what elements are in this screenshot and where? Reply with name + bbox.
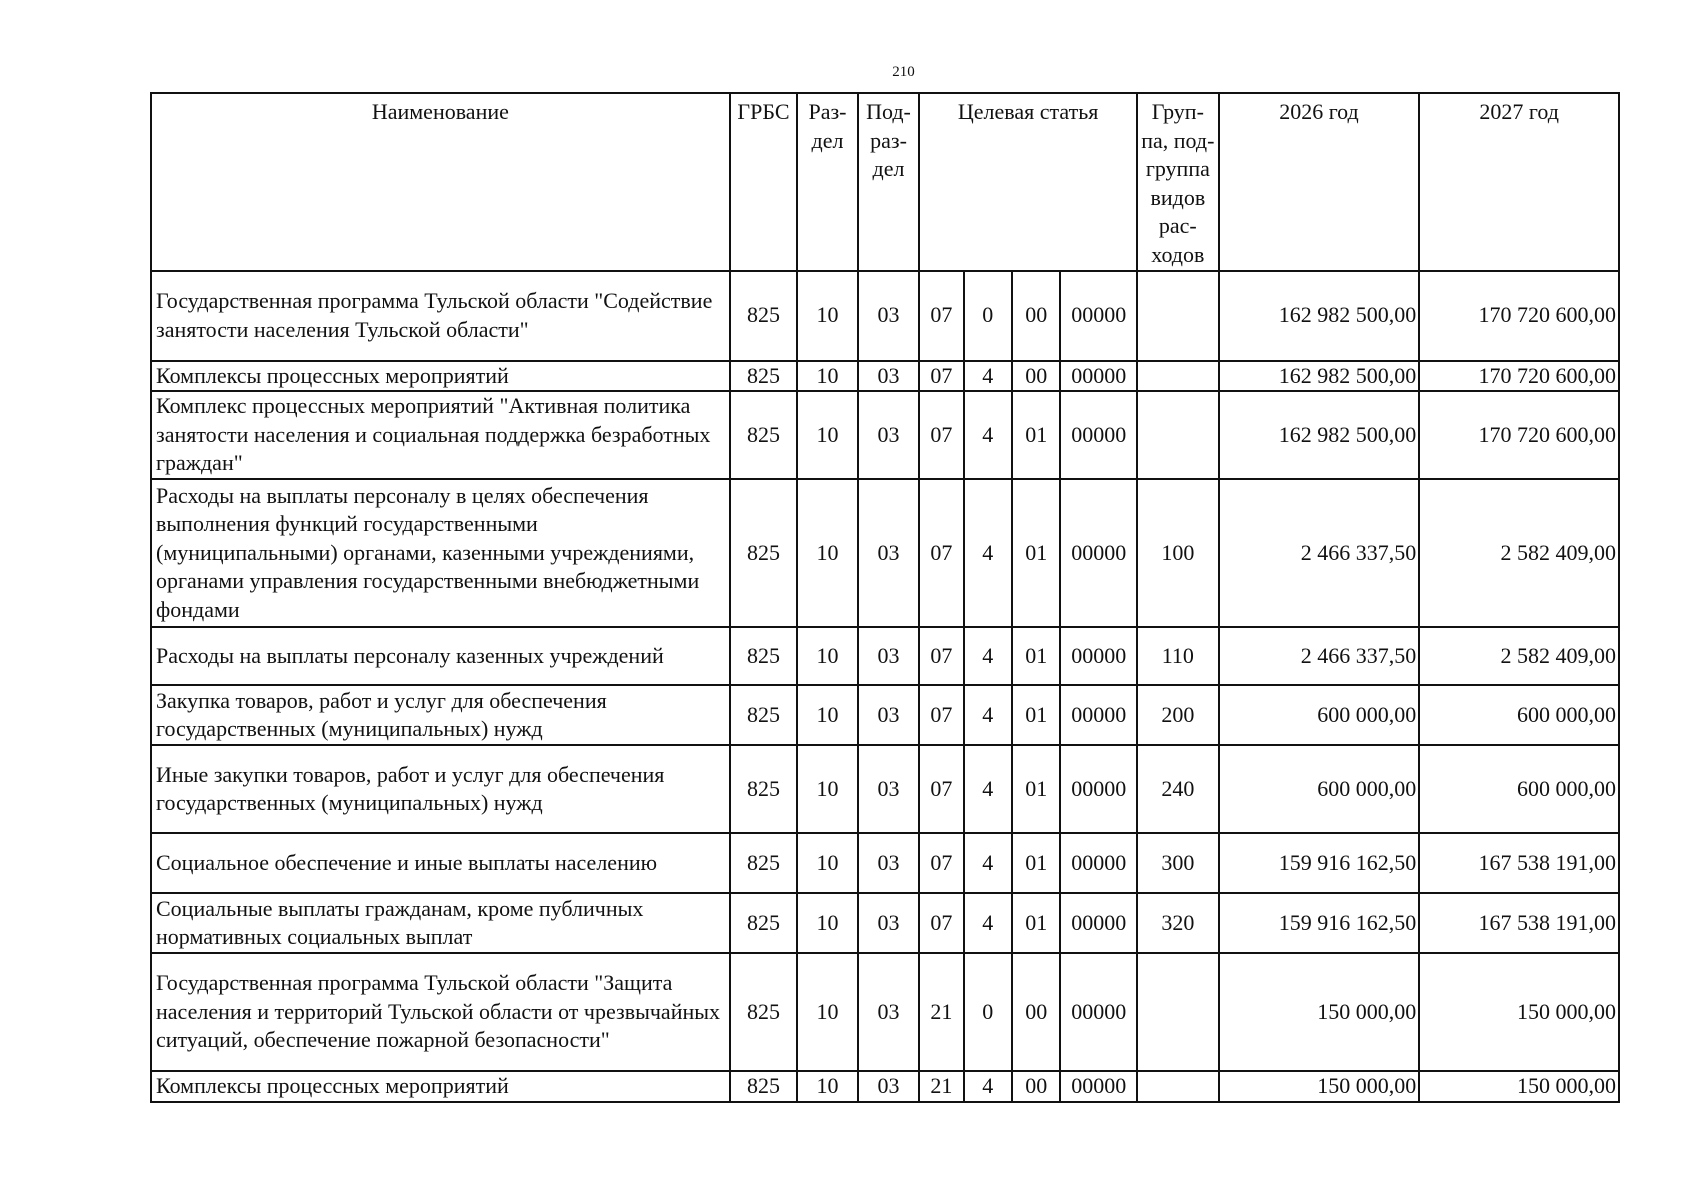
row-target-code: 00000	[1060, 1071, 1137, 1102]
row-target-type: 4	[964, 361, 1012, 392]
row-target-sub: 01	[1012, 391, 1060, 479]
row-target-type: 4	[964, 745, 1012, 833]
row-target-sub: 01	[1012, 685, 1060, 745]
row-podrazdel: 03	[858, 953, 920, 1071]
row-target-sub: 00	[1012, 953, 1060, 1071]
row-target-code: 00000	[1060, 391, 1137, 479]
row-podrazdel: 03	[858, 1071, 920, 1102]
row-amount-2026: 162 982 500,00	[1219, 361, 1420, 392]
row-target-program: 21	[919, 1071, 963, 1102]
table-row	[151, 1071, 1619, 1102]
row-razdel: 10	[797, 685, 857, 745]
table-row	[151, 953, 1619, 1071]
table-row	[151, 685, 1619, 745]
row-razdel: 10	[797, 627, 857, 685]
row-target-program: 07	[919, 833, 963, 893]
row-expense-group	[1137, 271, 1219, 361]
row-expense-group	[1137, 361, 1219, 392]
row-razdel: 10	[797, 953, 857, 1071]
row-amount-2027: 167 538 191,00	[1419, 833, 1619, 893]
table-row	[151, 893, 1619, 953]
row-target-type: 4	[964, 1071, 1012, 1102]
row-grbs: 825	[730, 627, 798, 685]
row-target-code: 00000	[1060, 893, 1137, 953]
row-target-code: 00000	[1060, 627, 1137, 685]
row-name: Комплексы процессных мероприятий	[151, 1071, 730, 1102]
row-target-program: 07	[919, 361, 963, 392]
row-target-program: 07	[919, 479, 963, 627]
row-target-type: 0	[964, 953, 1012, 1071]
row-razdel: 10	[797, 271, 857, 361]
col-2026-header: 2026 год	[1219, 93, 1420, 271]
row-target-code: 00000	[1060, 745, 1137, 833]
row-target-type: 4	[964, 391, 1012, 479]
row-target-type: 4	[964, 685, 1012, 745]
row-razdel: 10	[797, 1071, 857, 1102]
col-podrazdel-header: Под- раз- дел	[858, 93, 920, 271]
table-row	[151, 271, 1619, 361]
row-amount-2027: 600 000,00	[1419, 745, 1619, 833]
col-gruppa-header: Груп- па, под- группа видов рас- ходов	[1137, 93, 1219, 271]
row-target-program: 07	[919, 685, 963, 745]
row-amount-2027: 170 720 600,00	[1419, 271, 1619, 361]
page-number: 210	[892, 64, 915, 80]
row-amount-2026: 162 982 500,00	[1219, 391, 1420, 479]
row-target-program: 21	[919, 953, 963, 1071]
table-row	[151, 391, 1619, 479]
row-podrazdel: 03	[858, 391, 920, 479]
row-grbs: 825	[730, 479, 798, 627]
col-razdel-header: Раз- дел	[797, 93, 857, 271]
row-amount-2026: 2 466 337,50	[1219, 627, 1420, 685]
row-expense-group: 240	[1137, 745, 1219, 833]
row-expense-group: 100	[1137, 479, 1219, 627]
row-amount-2026: 150 000,00	[1219, 1071, 1420, 1102]
row-razdel: 10	[797, 361, 857, 392]
col-grbs-header: ГРБС	[730, 93, 798, 271]
row-target-program: 07	[919, 627, 963, 685]
row-podrazdel: 03	[858, 627, 920, 685]
row-podrazdel: 03	[858, 833, 920, 893]
row-amount-2026: 162 982 500,00	[1219, 271, 1420, 361]
budget-table	[150, 92, 1620, 1103]
row-target-sub: 00	[1012, 271, 1060, 361]
row-name: Комплекс процессных мероприятий "Активная политика занятости населения и социальная поддержка безработных граждан"	[151, 391, 730, 479]
row-grbs: 825	[730, 833, 798, 893]
row-grbs: 825	[730, 893, 798, 953]
row-target-sub: 01	[1012, 833, 1060, 893]
row-target-code: 00000	[1060, 271, 1137, 361]
row-name: Социальное обеспечение и иные выплаты населению	[151, 833, 730, 893]
row-grbs: 825	[730, 953, 798, 1071]
row-target-sub: 01	[1012, 745, 1060, 833]
row-amount-2027: 170 720 600,00	[1419, 361, 1619, 392]
row-amount-2027: 2 582 409,00	[1419, 479, 1619, 627]
col-name-header: Наименование	[151, 93, 730, 271]
row-amount-2027: 150 000,00	[1419, 953, 1619, 1071]
row-razdel: 10	[797, 893, 857, 953]
table-row	[151, 627, 1619, 685]
row-target-code: 00000	[1060, 833, 1137, 893]
row-podrazdel: 03	[858, 271, 920, 361]
row-target-type: 4	[964, 479, 1012, 627]
col-2027-header: 2027 год	[1419, 93, 1619, 271]
row-amount-2026: 600 000,00	[1219, 685, 1420, 745]
row-name: Государственная программа Тульской области "Защита населения и территорий Тульской области от чрезвычайных ситуаций, обеспечение пожарной безопасности"	[151, 953, 730, 1071]
row-amount-2026: 150 000,00	[1219, 953, 1420, 1071]
row-target-code: 00000	[1060, 361, 1137, 392]
row-expense-group	[1137, 1071, 1219, 1102]
row-target-code: 00000	[1060, 953, 1137, 1071]
row-amount-2027: 150 000,00	[1419, 1071, 1619, 1102]
row-target-sub: 00	[1012, 361, 1060, 392]
table-row	[151, 361, 1619, 392]
row-name: Иные закупки товаров, работ и услуг для обеспечения государственных (муниципальных) нужд	[151, 745, 730, 833]
row-grbs: 825	[730, 361, 798, 392]
header-row	[151, 93, 1619, 271]
table-row	[151, 745, 1619, 833]
row-target-sub: 01	[1012, 627, 1060, 685]
row-expense-group: 320	[1137, 893, 1219, 953]
row-razdel: 10	[797, 833, 857, 893]
row-expense-group: 200	[1137, 685, 1219, 745]
row-name: Государственная программа Тульской области "Содействие занятости населения Тульской области"	[151, 271, 730, 361]
row-grbs: 825	[730, 685, 798, 745]
row-razdel: 10	[797, 479, 857, 627]
row-podrazdel: 03	[858, 361, 920, 392]
row-name: Расходы на выплаты персоналу казенных учреждений	[151, 627, 730, 685]
row-name: Социальные выплаты гражданам, кроме публичных нормативных социальных выплат	[151, 893, 730, 953]
row-name: Расходы на выплаты персоналу в целях обеспечения выполнения функций государственными (муниципальными) органами, казенными учреждениями, органами управления государственными внебюджетными фондами	[151, 479, 730, 627]
row-expense-group: 110	[1137, 627, 1219, 685]
row-razdel: 10	[797, 745, 857, 833]
row-amount-2027: 2 582 409,00	[1419, 627, 1619, 685]
row-target-code: 00000	[1060, 479, 1137, 627]
row-target-type: 0	[964, 271, 1012, 361]
row-expense-group	[1137, 953, 1219, 1071]
row-expense-group	[1137, 391, 1219, 479]
row-target-type: 4	[964, 893, 1012, 953]
table-row	[151, 833, 1619, 893]
row-amount-2026: 600 000,00	[1219, 745, 1420, 833]
row-amount-2027: 170 720 600,00	[1419, 391, 1619, 479]
table-row	[151, 479, 1619, 627]
row-name: Комплексы процессных мероприятий	[151, 361, 730, 392]
row-amount-2026: 2 466 337,50	[1219, 479, 1420, 627]
row-podrazdel: 03	[858, 893, 920, 953]
row-amount-2026: 159 916 162,50	[1219, 833, 1420, 893]
row-grbs: 825	[730, 391, 798, 479]
row-grbs: 825	[730, 271, 798, 361]
row-name: Закупка товаров, работ и услуг для обеспечения государственных (муниципальных) нужд	[151, 685, 730, 745]
row-expense-group: 300	[1137, 833, 1219, 893]
row-podrazdel: 03	[858, 479, 920, 627]
row-grbs: 825	[730, 1071, 798, 1102]
col-tselevaya-header: Целевая статья	[919, 93, 1137, 271]
row-grbs: 825	[730, 745, 798, 833]
row-target-sub: 01	[1012, 893, 1060, 953]
row-amount-2026: 159 916 162,50	[1219, 893, 1420, 953]
row-target-sub: 00	[1012, 1071, 1060, 1102]
row-podrazdel: 03	[858, 745, 920, 833]
row-amount-2027: 167 538 191,00	[1419, 893, 1619, 953]
row-target-program: 07	[919, 271, 963, 361]
row-podrazdel: 03	[858, 685, 920, 745]
row-target-program: 07	[919, 745, 963, 833]
row-target-type: 4	[964, 833, 1012, 893]
row-target-program: 07	[919, 893, 963, 953]
row-razdel: 10	[797, 391, 857, 479]
row-amount-2027: 600 000,00	[1419, 685, 1619, 745]
row-target-program: 07	[919, 391, 963, 479]
row-target-type: 4	[964, 627, 1012, 685]
row-target-code: 00000	[1060, 685, 1137, 745]
row-target-sub: 01	[1012, 479, 1060, 627]
